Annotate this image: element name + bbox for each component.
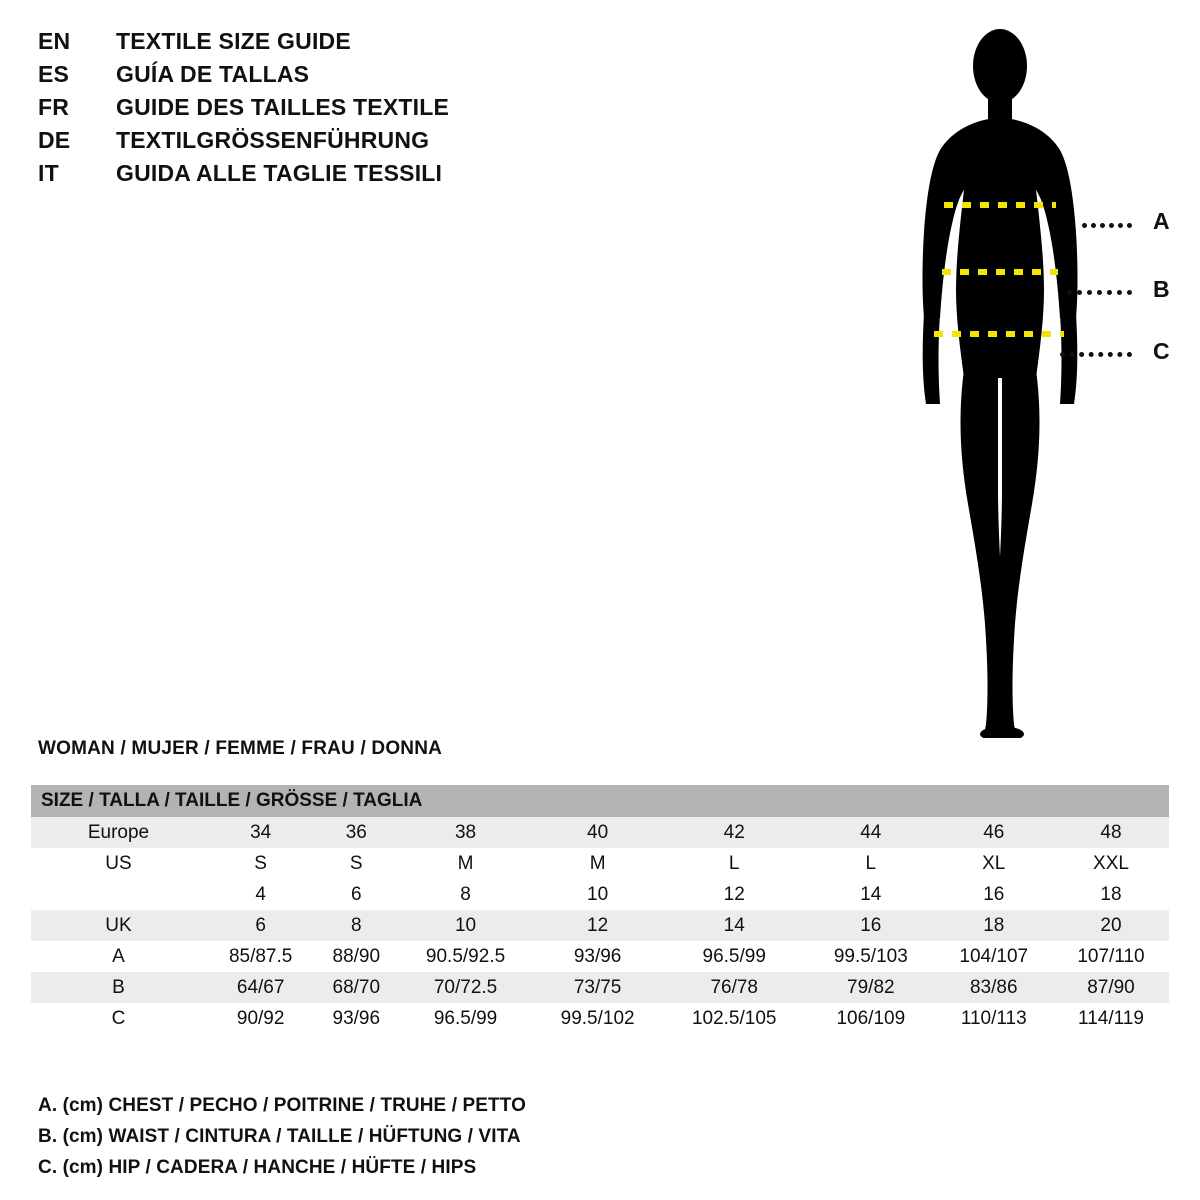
language-title: TEXTILGRÖSSENFÜHRUNG — [116, 127, 430, 153]
table-cell: L — [661, 848, 807, 879]
table-row — [31, 972, 1169, 1003]
table-cell: 10 — [534, 879, 662, 910]
row-label: A — [31, 941, 206, 972]
row-label: B — [31, 972, 206, 1003]
table-cell: 18 — [935, 910, 1053, 941]
table-row — [31, 941, 1169, 972]
size-table — [31, 785, 1169, 1034]
table-cell: M — [534, 848, 662, 879]
table-cell: 44 — [807, 817, 935, 848]
row-label: Europe — [31, 817, 206, 848]
language-row — [38, 94, 598, 127]
table-cell: S — [206, 848, 315, 879]
table-cell: 93/96 — [315, 1003, 397, 1034]
row-label: US — [31, 848, 206, 879]
table-cell: 106/109 — [807, 1003, 935, 1034]
table-cell: 16 — [935, 879, 1053, 910]
table-cell: 4 — [206, 879, 315, 910]
language-row — [38, 127, 598, 160]
table-caption: WOMAN / MUJER / FEMME / FRAU / DONNA — [38, 738, 443, 759]
table-cell: 104/107 — [935, 941, 1053, 972]
table-cell: 64/67 — [206, 972, 315, 1003]
table-cell: 90.5/92.5 — [397, 941, 534, 972]
table-cell: 102.5/105 — [661, 1003, 807, 1034]
table-cell: 14 — [661, 910, 807, 941]
table-cell: 87/90 — [1053, 972, 1169, 1003]
table-cell: L — [807, 848, 935, 879]
language-title: GUIDA ALLE TAGLIE TESSILI — [116, 160, 443, 186]
table-cell: S — [315, 848, 397, 879]
table-cell: 14 — [807, 879, 935, 910]
table-cell: 88/90 — [315, 941, 397, 972]
table-cell: 36 — [315, 817, 397, 848]
table-cell: 93/96 — [534, 941, 662, 972]
table-cell: 48 — [1053, 817, 1169, 848]
table-cell: 8 — [315, 910, 397, 941]
table-cell: 6 — [206, 910, 315, 941]
table-cell: 12 — [534, 910, 662, 941]
table-cell: 18 — [1053, 879, 1169, 910]
language-code: FR — [38, 94, 70, 120]
table-row — [31, 879, 1169, 910]
table-cell: M — [397, 848, 534, 879]
measure-label-b: B — [1153, 276, 1170, 302]
table-row — [31, 1003, 1169, 1034]
row-label: UK — [31, 910, 206, 941]
table-header-row — [31, 785, 1169, 817]
table-cell: 99.5/102 — [534, 1003, 662, 1034]
footnote-hip: C. (cm) HIP / CADERA / HANCHE / HÜFTE / HIPS — [38, 1157, 477, 1178]
footnote-waist: B. (cm) WAIST / CINTURA / TAILLE / HÜFTUNG / VITA — [38, 1126, 521, 1147]
table-cell: 73/75 — [534, 972, 662, 1003]
table-cell: 46 — [935, 817, 1053, 848]
table-cell: 76/78 — [661, 972, 807, 1003]
table-cell: 96.5/99 — [397, 1003, 534, 1034]
language-code: DE — [38, 127, 71, 153]
table-cell: 96.5/99 — [661, 941, 807, 972]
table-cell: 110/113 — [935, 1003, 1053, 1034]
language-row — [38, 61, 598, 94]
table-cell: XL — [935, 848, 1053, 879]
chest-leader-line — [1082, 223, 1132, 228]
language-row — [38, 28, 598, 61]
footnote-chest: A. (cm) CHEST / PECHO / POITRINE / TRUHE / PETTO — [38, 1095, 526, 1116]
table-cell: XXL — [1053, 848, 1169, 879]
table-cell: 107/110 — [1053, 941, 1169, 972]
measure-label-a: A — [1153, 208, 1170, 234]
table-cell: 38 — [397, 817, 534, 848]
table-cell: 20 — [1053, 910, 1169, 941]
language-title: TEXTILE SIZE GUIDE — [116, 28, 351, 54]
table-cell: 12 — [661, 879, 807, 910]
measure-label-c: C — [1153, 338, 1170, 364]
hip-leader-line — [1060, 352, 1132, 357]
table-cell: 6 — [315, 879, 397, 910]
table-cell: 68/70 — [315, 972, 397, 1003]
language-title-block — [38, 28, 598, 193]
table-cell: 8 — [397, 879, 534, 910]
silhouette-icon — [860, 18, 1180, 738]
table-cell: 42 — [661, 817, 807, 848]
table-cell: 83/86 — [935, 972, 1053, 1003]
table-cell: 40 — [534, 817, 662, 848]
table-cell: 79/82 — [807, 972, 935, 1003]
table-cell: 10 — [397, 910, 534, 941]
table-cell: 85/87.5 — [206, 941, 315, 972]
footnotes — [38, 1090, 858, 1183]
female-silhouette-figure — [860, 18, 1180, 738]
row-label — [31, 879, 206, 910]
table-header-cell: SIZE / TALLA / TAILLE / GRÖSSE / TAGLIA — [31, 785, 1169, 817]
table-row — [31, 817, 1169, 848]
table-cell: 16 — [807, 910, 935, 941]
language-code: IT — [38, 160, 59, 186]
table-cell: 34 — [206, 817, 315, 848]
waist-leader-line — [1067, 290, 1132, 295]
language-title: GUÍA DE TALLAS — [116, 61, 310, 87]
table-cell: 90/92 — [206, 1003, 315, 1034]
table-cell: 114/119 — [1053, 1003, 1169, 1034]
table-cell: 70/72.5 — [397, 972, 534, 1003]
language-code: ES — [38, 61, 70, 87]
table-cell: 99.5/103 — [807, 941, 935, 972]
table-row — [31, 910, 1169, 941]
table-row — [31, 848, 1169, 879]
row-label: C — [31, 1003, 206, 1034]
language-code: EN — [38, 28, 71, 54]
language-row — [38, 160, 598, 193]
language-title: GUIDE DES TAILLES TEXTILE — [116, 94, 449, 120]
